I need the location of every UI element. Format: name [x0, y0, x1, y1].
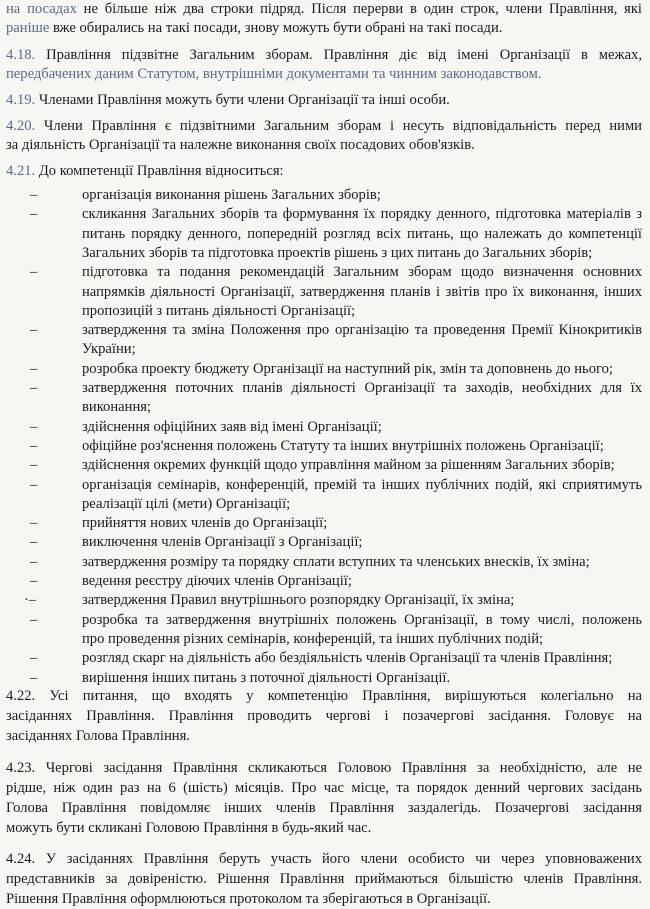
intro-line	[6, 19, 642, 38]
section-4-24-line: представників за довіреністю. Рішення Правління приймаються більшістю членів Правління.	[6, 871, 642, 887]
intro-line	[6, 0, 642, 19]
list-bullet-mark: –	[30, 669, 38, 686]
list-bullet-mark: –	[30, 437, 38, 454]
list-item-text: розгляд скарг на діяльність або бездіяльність членів Організації та членів Правління;	[82, 650, 613, 667]
section-4-21-text: До компетенції Правління відноситься:	[38, 163, 284, 179]
section-4-23-line: 4.23. Чергові засідання Правління скликаються Головою Правління за необхідністю, але не	[6, 760, 642, 776]
section-4-18-line	[6, 46, 642, 65]
list-item-text: затвердження та зміна Положення про організацію та проведення Премії Кінокритиків	[82, 322, 642, 339]
section-4-20-text: Члени Правління є підзвітними Загальним зборам і несуть відповідальність перед ними	[43, 118, 642, 134]
intro-line-start: на посадах	[6, 1, 77, 17]
list-bullet-mark: –	[30, 264, 38, 281]
intro-line-text: не більше ніж два строки підряд. Після перерви в один строк, члени Правління, які	[76, 1, 642, 17]
list-item-text: затвердження поточних планів діяльності Організації та заходів, необхідних для їх	[82, 380, 642, 396]
section-4-23-line: можуть бути скликані Головою Правління в будь-який час.	[6, 820, 372, 836]
list-bullet-mark: –	[30, 611, 38, 628]
list-item-text: прийняття нових членів до Організації;	[82, 515, 328, 532]
section-4-19-line	[6, 91, 642, 110]
section-4-20-text: за діяльність Організації та належне виконання своїх посадових обов'язків.	[6, 137, 475, 153]
intro-line-text: вже обирались на такі посади, знову можуть бути обрані на такі посади.	[49, 20, 503, 36]
section-4-23-line: рідше, ніж один раз на 6 (шість) місяців. Про час місце, та порядок денний чергових засідань	[6, 780, 642, 796]
list-item-text: Загальних зборів та підготовка проектів рішень з цих питань до Загальних зборів;	[82, 244, 593, 261]
list-item-text: реалізації цілі (мети) Організації;	[82, 495, 291, 512]
section-4-21-line	[6, 162, 642, 181]
section-4-22-line: засіданнях Голова Правління.	[6, 728, 190, 744]
list-item-text: про проведення різних семінарів, конференцій, та інших публічних подій;	[82, 630, 544, 647]
list-item-text: питань порядку денного, попередній розгляд всіх питань, що належать до компетенції	[82, 225, 642, 242]
section-4-22-line: засіданнях Правління. Правління проводить чергові і позачергові засідання. Головує на	[6, 708, 642, 724]
list-item-text: підготовка та подання рекомендацій Загальним зборам щодо визначення основних	[82, 264, 642, 281]
list-bullet-mark: –	[30, 206, 38, 223]
section-4-22-line: 4.22. Усі питання, що входять у компетенцію Правління, вирішуються колегіально на	[6, 688, 642, 704]
list-bullet-mark: –	[30, 650, 38, 667]
list-bullet-mark: –	[30, 553, 38, 570]
section-4-18-line	[6, 65, 642, 84]
list-item-text: ведення реєстру діючих членів Організації;	[82, 573, 352, 589]
section-4-18-number: 4.18.	[6, 47, 36, 63]
list-item-text: офіційне роз'яснення положень Статуту та інших внутрішніх положень Організації;	[82, 437, 604, 454]
section-4-24-line: 4.24. У засіданнях Правління беруть участь його члени особисто чи через уповноважених	[6, 851, 642, 867]
list-bullet-mark: –	[30, 573, 38, 589]
list-item-text: організація виконання рішень Загальних зборів;	[82, 187, 381, 203]
list-item-text: організація семінарів, конференцій, премій та інших публічних подій, які сприятимуть	[82, 476, 642, 493]
list-item-text: затвердження розміру та порядку сплати вступних та членських внесків, їх зміна;	[82, 553, 590, 570]
list-bullet-mark: –	[30, 534, 38, 551]
list-bullet-mark: –	[30, 476, 38, 493]
list-item-text: розробка проекту бюджету Організації на наступний рік, змін та доповнень до нього;	[82, 360, 613, 377]
section-4-18-text: Правління підзвітне Загальним зборам. Правління діє від імені Організації в межах,	[46, 47, 642, 63]
list-bullet-mark: –	[30, 380, 38, 396]
section-4-24-line: Рішення Правління оформлюються протоколом та зберігаються в Організації.	[6, 891, 491, 907]
list-bullet-mark: –	[30, 457, 38, 474]
list-item-text: здійснення офіційних заяв від імені Організації;	[82, 418, 382, 435]
list-item-text: вирішення інших питань з поточної діяльності Організації.	[82, 669, 451, 686]
list-item-text: України;	[82, 341, 136, 358]
section-4-18-text: передбачених даним Статутом, внутрішніми документами та чинним законодавством.	[6, 66, 542, 82]
list-bullet-mark: –	[30, 515, 38, 532]
section-4-20-number: 4.20.	[6, 118, 36, 134]
section-4-20-line	[6, 136, 642, 155]
list-bullet-mark: –	[30, 322, 38, 339]
list-item-text: пропозицій з питань діяльності Організації;	[82, 302, 356, 319]
list-bullet-mark: –	[30, 187, 38, 203]
list-item-text: здійснення окремих функцій щодо управління майном за рішенням Загальних зборів;	[82, 457, 615, 474]
list-item-text: скликання Загальних зборів та формування їх порядку денного, підготовка матеріалів з	[82, 206, 642, 223]
list-bullet-mark: –	[30, 360, 38, 377]
intro-line-start: раніше	[6, 20, 50, 36]
list-item-text: розробка та затвердження внутрішніх положень Організації, в тому числі, положень	[82, 611, 642, 628]
list-item-text: напрямків діяльності Організації, затвердження планів і звітів про їх виконання, інших	[82, 283, 642, 300]
list-bullet-mark: ·–	[24, 592, 37, 609]
list-item-text: затвердження Правил внутрішнього розпорядку Організації, їх зміна;	[82, 592, 515, 609]
section-4-19-text: Членами Правління можуть бути члени Організації та інші особи.	[38, 92, 450, 108]
list-item-text: виключення членів Організації з Організації;	[82, 534, 363, 551]
section-4-19-number: 4.19.	[6, 92, 36, 108]
section-4-20-line	[6, 117, 642, 136]
list-item-text: виконання;	[82, 399, 152, 416]
section-4-23-line: Голова Правління повідомляє інших членів Правління заздалегідь. Позачергові засідання	[6, 800, 642, 816]
list-bullet-mark: –	[30, 418, 38, 435]
section-4-21-number: 4.21.	[6, 163, 36, 179]
